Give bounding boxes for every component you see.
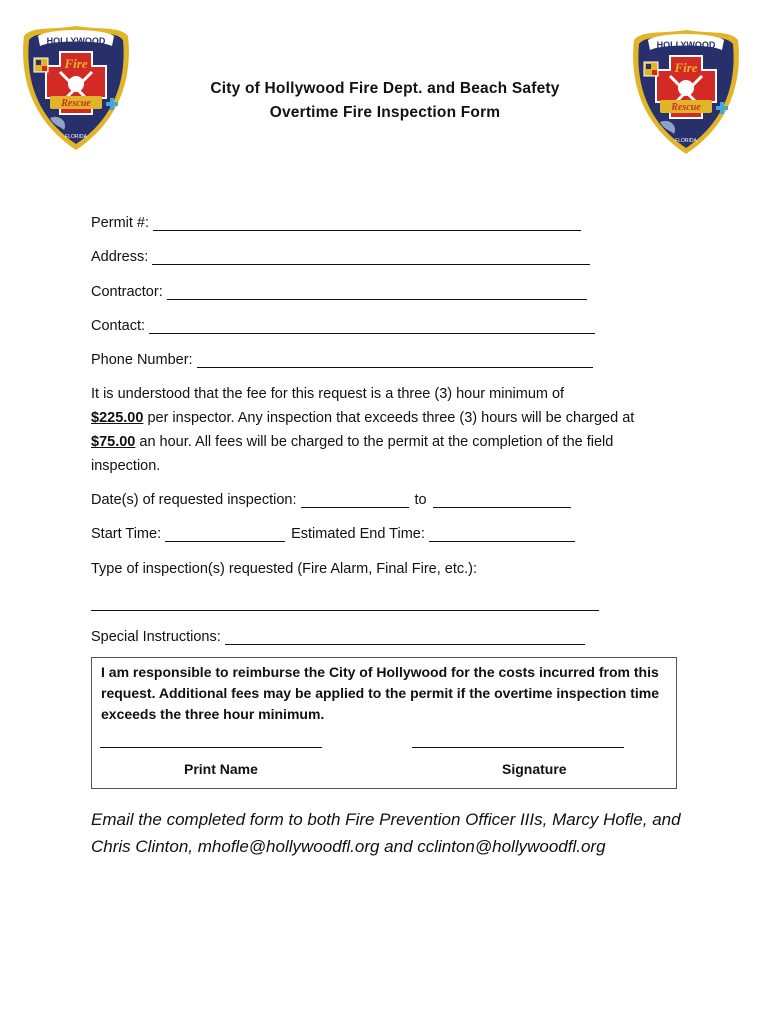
logo-rescue-text: Rescue (61, 98, 91, 109)
fee-minimum: $225.00 (91, 410, 144, 426)
fee-text-part1: It is understood that the fee for this request is a three (3) hour minimum of (91, 386, 565, 402)
special-instructions-input-line[interactable] (225, 630, 585, 645)
print-name-label: Print Name (184, 761, 258, 777)
times-field (91, 526, 575, 542)
special-instructions-field (91, 629, 585, 645)
logo-fire-text: Fire (64, 56, 88, 71)
end-time-input-line[interactable] (429, 527, 575, 542)
date-from-input-line[interactable] (301, 493, 409, 508)
inspection-type-label: Type of inspection(s) requested (Fire Alarm, Final Fire, etc.): (91, 561, 477, 577)
inspection-type-field (91, 561, 477, 577)
end-time-label: Estimated End Time: (291, 526, 425, 542)
form-title-line2: Overtime Fire Inspection Form (269, 104, 501, 121)
address-field (91, 249, 590, 265)
permit-field (91, 215, 581, 231)
contact-input-line[interactable] (149, 319, 595, 334)
dates-field (91, 492, 571, 508)
start-time-label: Start Time: (91, 526, 162, 542)
fee-text-part3: an hour. All fees will be charged to the permit at the completion of the field inspection. (91, 434, 614, 474)
svg-text:Rescue: Rescue (671, 102, 701, 113)
address-input-line[interactable] (152, 250, 590, 265)
svg-text:Fire: Fire (674, 60, 698, 75)
address-label: Address: (91, 249, 149, 265)
phone-label: Phone Number: (91, 352, 193, 368)
contractor-field (91, 284, 587, 300)
phone-input-line[interactable] (197, 353, 593, 368)
start-time-input-line[interactable] (165, 527, 285, 542)
fee-paragraph (91, 382, 651, 478)
email-instructions: Email the completed form to both Fire Prevention Officer IIIs, Marcy Hofle, and Chris Clinton, mhofle@hollywoodfl.org and cclinton@hollywoodfl.org (91, 810, 681, 856)
contractor-input-line[interactable] (167, 285, 587, 300)
inspection-type-input-line[interactable] (91, 610, 599, 611)
print-name-line[interactable] (100, 747, 322, 748)
date-to-input-line[interactable] (433, 493, 571, 508)
permit-input-line[interactable] (153, 216, 581, 231)
fee-text-part2: per inspector. Any inspection that exceeds three (3) hours will be charged at (143, 410, 635, 426)
special-instructions-label: Special Instructions: (91, 629, 221, 645)
logo-top-text: HOLLYWOOD (46, 36, 106, 46)
contact-label: Contact: (91, 318, 145, 334)
logo-bottom-text: FLORIDA (65, 134, 87, 140)
signature-line[interactable] (412, 747, 624, 748)
fee-hourly: $75.00 (91, 434, 136, 450)
signature-label: Signature (502, 761, 567, 777)
phone-field (91, 352, 593, 368)
svg-text:HOLLYWOOD: HOLLYWOOD (656, 40, 716, 50)
svg-text:FLORIDA: FLORIDA (675, 138, 697, 144)
contact-field (91, 318, 595, 334)
responsibility-notice-box (91, 657, 677, 789)
responsibility-notice-text: I am responsible to reimburse the City of Hollywood for the costs incurred from this request. Additional fees may be applied to the permit if the overtime inspection time exceeds the three hour minimum. (101, 664, 660, 722)
permit-label: Permit #: (91, 215, 150, 231)
dates-to-label: to (414, 492, 427, 508)
contractor-label: Contractor: (91, 284, 163, 300)
dates-label: Date(s) of requested inspection: (91, 492, 297, 508)
form-title-line1: City of Hollywood Fire Dept. and Beach Safety (210, 80, 560, 97)
